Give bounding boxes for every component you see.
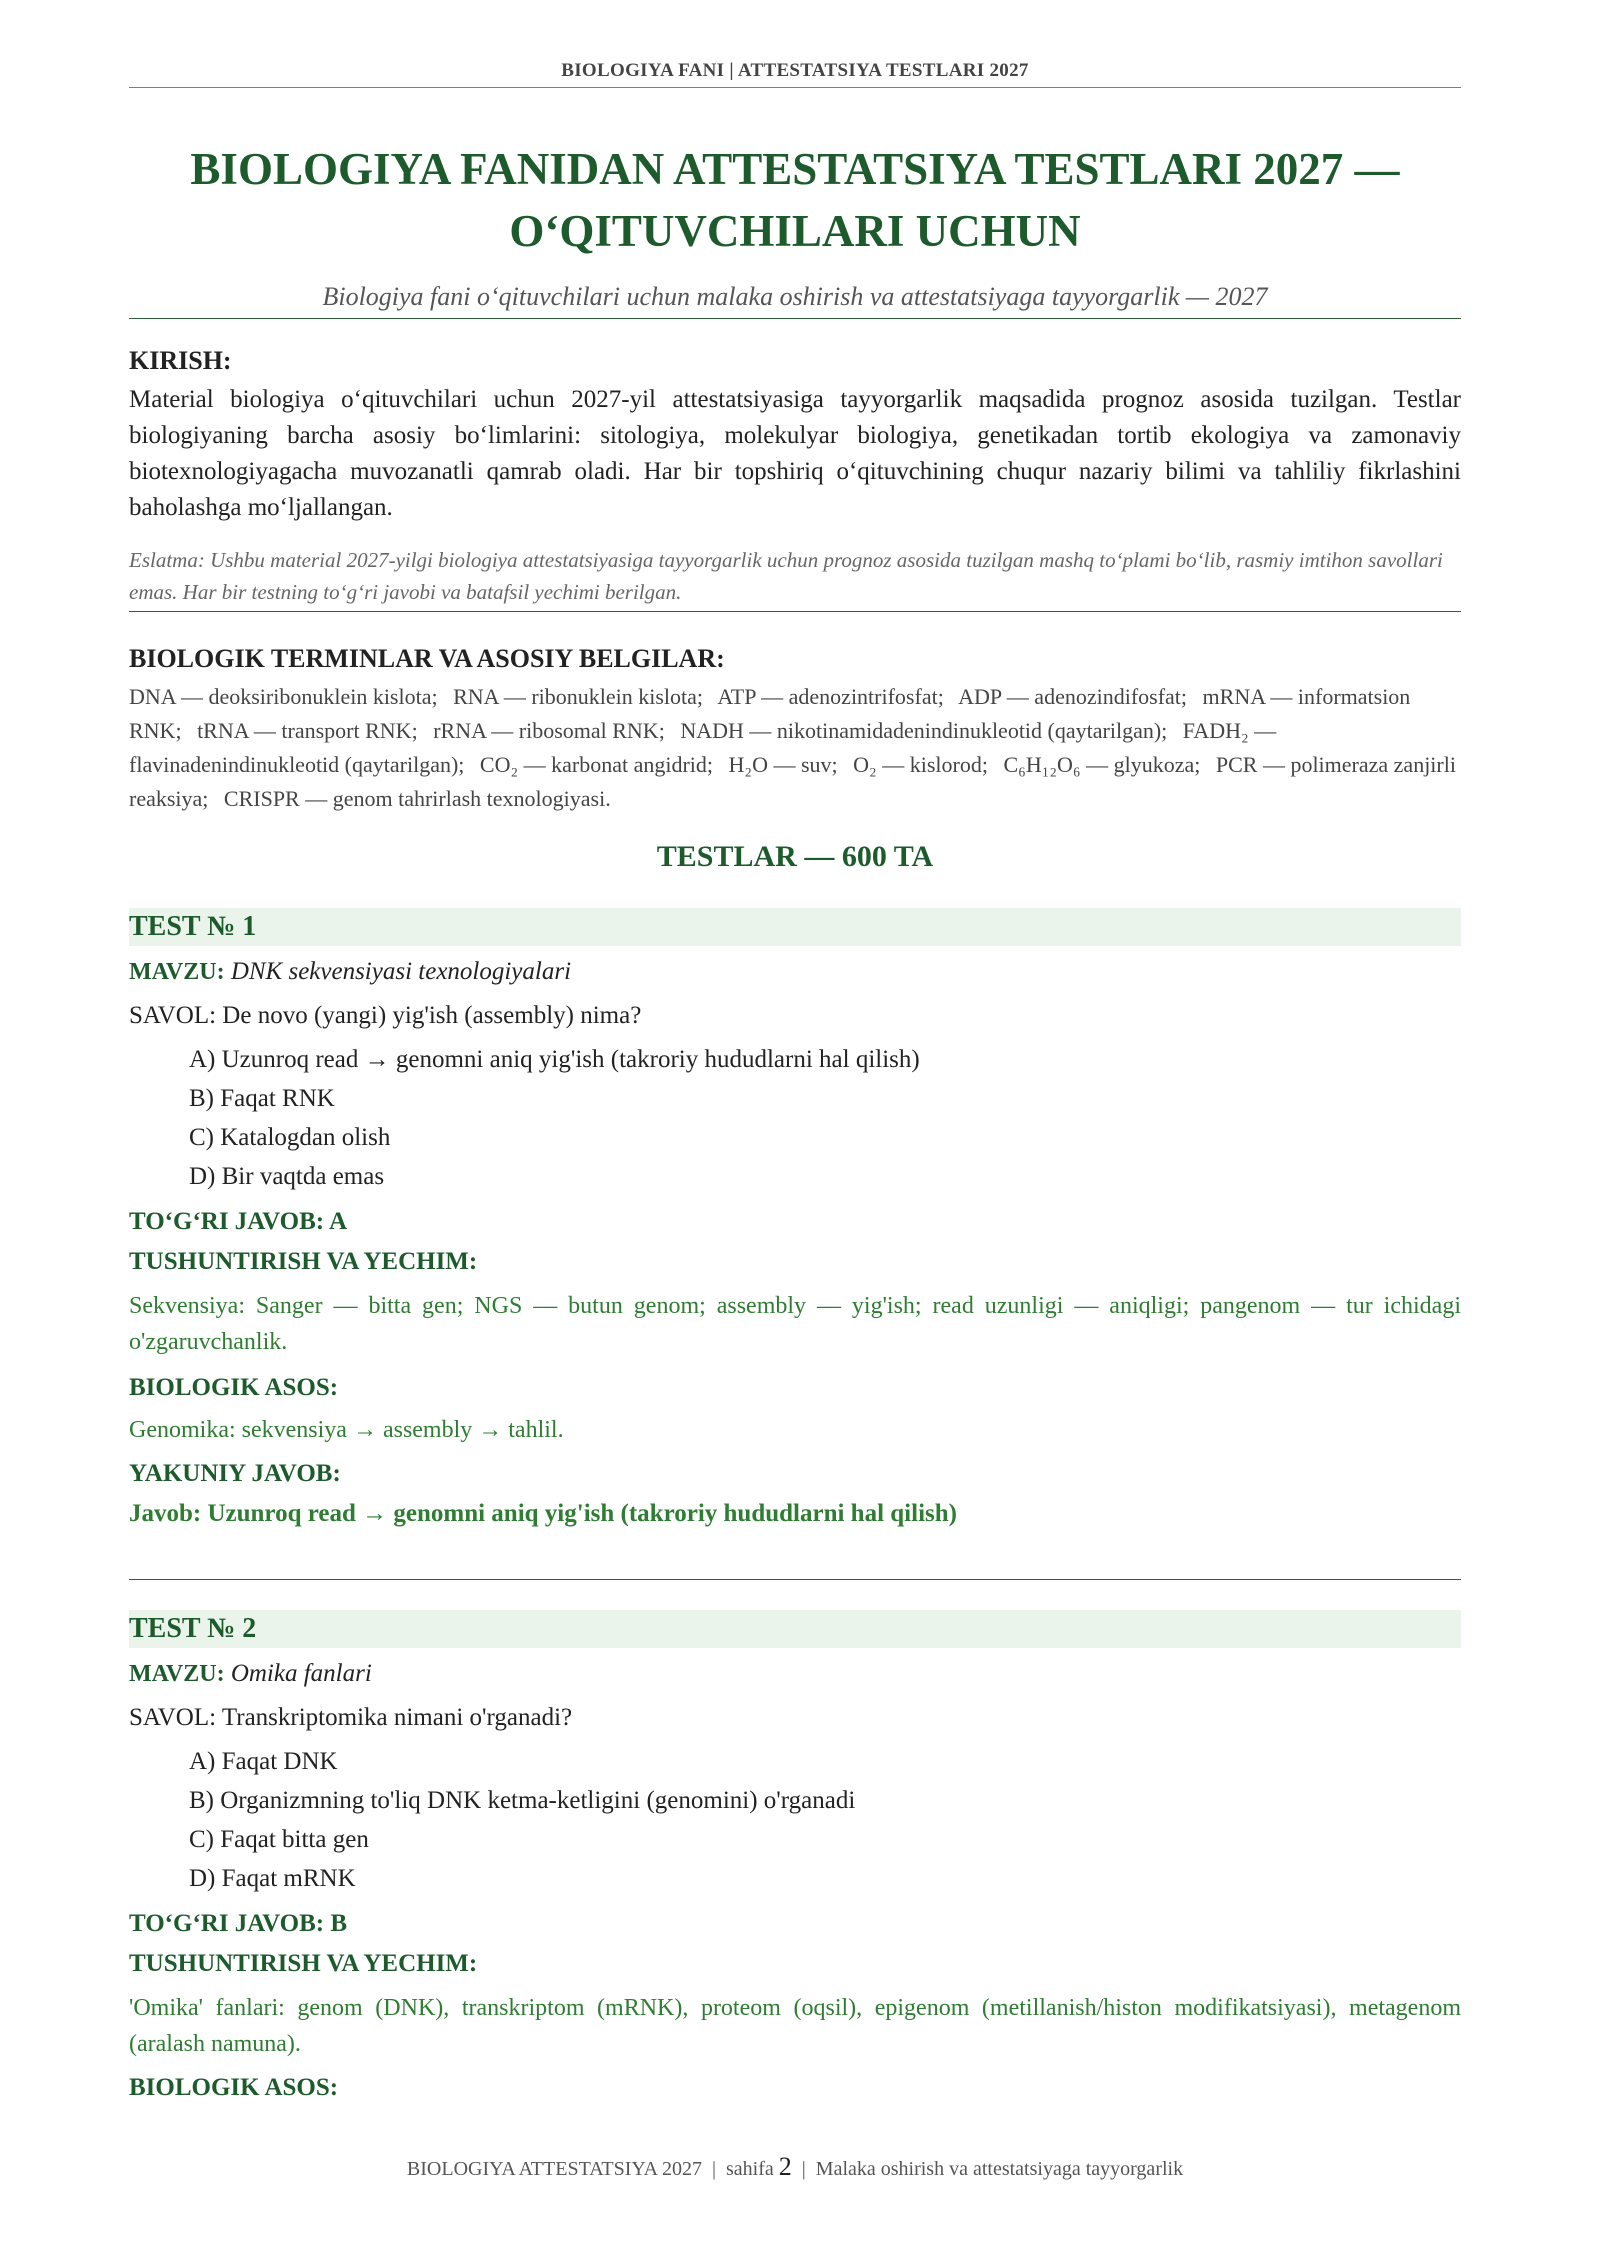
term-item: ADP — adenozindifosfat; <box>958 684 1188 709</box>
term-item: C₆H₁₂O₆ — glyukoza; <box>1003 752 1201 777</box>
title-line-2: O‘QITUVCHILARI UCHUN <box>509 206 1081 256</box>
option-d: D) Faqat mRNK <box>189 1865 356 1892</box>
topic-label: MAVZU: <box>129 1661 225 1687</box>
test-topic <box>129 958 571 986</box>
footer-separator: | <box>711 2158 716 2180</box>
explanation-heading: TUSHUNTIRISH VA YECHIM: <box>129 1248 478 1275</box>
note-rule <box>129 611 1461 612</box>
term-item: ATP — adenozintrifosfat; <box>717 684 944 709</box>
term-item: PCR — polimeraza zanjirli reaksiya; <box>129 752 1456 811</box>
term-item: CO₂ — karbonat angidrid; <box>479 752 714 777</box>
term-item: H₂O — suv; <box>728 752 838 777</box>
subtitle: Biologiya fani o‘qituvchilari uchun malaka oshirish va attestatsiyaga tayyorgarlik — 2027 <box>322 282 1268 311</box>
term-item: O₂ — kislorod; <box>853 752 988 777</box>
topic-value: Omika fanlari <box>230 1660 372 1687</box>
terms-heading: BIOLOGIK TERMINLAR VA ASOSIY BELGILAR: <box>129 644 725 673</box>
header-rule <box>129 87 1461 88</box>
title-rule <box>129 318 1461 319</box>
explanation-text: 'Omika' fanlari: genom (DNK), transkriptom (mRNK), proteom (oqsil), epigenom (metillanish/histon modifikatsiyasi), metagenom (aralash namuna). <box>129 1995 1461 2057</box>
tests-heading: TESTLAR — 600 TA <box>656 840 934 873</box>
page-footer <box>129 2152 1461 2182</box>
test-number: TEST № 1 <box>129 908 1461 946</box>
option-d: D) Bir vaqtda emas <box>189 1163 385 1190</box>
option-b: B) Organizmning to'liq DNK ketma-ketligini (genomini) o'rganadi <box>189 1787 856 1814</box>
footer-right: Malaka oshirish va attestatsiyaga tayyorgarlik <box>815 2158 1184 2180</box>
term-item: NADH — nikotinamidadenindinukleotid (qaytarilgan); <box>680 718 1168 743</box>
test-question: SAVOL: De novo (yangi) yig'ish (assembly) nima? <box>129 1002 642 1029</box>
basis-heading: BIOLOGIK ASOS: <box>129 2074 339 2101</box>
option-c: C) Katalogdan olish <box>189 1124 391 1151</box>
option-a: A) Uzunroq read → genomni aniq yig'ish (takroriy hududlarni hal qilish) <box>189 1046 920 1073</box>
test-block-1 <box>129 908 1461 1568</box>
basis-heading: BIOLOGIK ASOS: <box>129 1374 339 1401</box>
footer-left: BIOLOGIYA ATTESTATSIYA 2027 <box>406 2158 702 2180</box>
footer-separator: | <box>801 2158 806 2180</box>
term-item: rRNA — ribosomal RNK; <box>433 718 665 743</box>
explanation-text: Sekvensiya: Sanger — bitta gen; NGS — butun genom; assembly — yig'ish; read uzunligi — aniqligi; pangenom — tur ichidagi o'zgaruvchanlik. <box>129 1293 1461 1355</box>
running-header: BIOLOGIYA FANI | ATTESTATSIYA TESTLARI 2027 <box>561 60 1029 81</box>
footer-page-label: sahifa <box>726 2158 774 2180</box>
page-title <box>129 138 1461 262</box>
test-topic <box>129 1660 372 1688</box>
topic-value: DNK sekvensiyasi texnologiyalari <box>230 958 572 985</box>
terms-list <box>129 680 1461 816</box>
term-item: DNA — deoksiribonuklein kislota; <box>129 684 438 709</box>
option-a: A) Faqat DNK <box>189 1748 338 1775</box>
test-question: SAVOL: Transkriptomika nimani o'rganadi? <box>129 1704 573 1731</box>
basis-text: Genomika: sekvensiya → assembly → tahlil. <box>129 1417 564 1443</box>
test-number: TEST № 2 <box>129 1610 1461 1648</box>
test-separator <box>129 1579 1461 1580</box>
correct-answer: TO‘G‘RI JAVOB: A <box>129 1208 348 1235</box>
title-line-1: BIOLOGIYA FANIDAN ATTESTATSIYA TESTLARI 2027 — <box>190 144 1400 194</box>
intro-note: Eslatma: Ushbu material 2027-yilgi biologiya attestatsiyasiga tayyorgarlik uchun prognoz asosida tuzilgan mashq to‘plami bo‘lib, rasmiy imtihon savollari emas. Har bir testning to‘g‘ri javobi va batafsil yechimi berilgan. <box>129 548 1443 604</box>
final-answer: Javob: Uzunroq read → genomni aniq yig'ish (takroriy hududlarni hal qilish) <box>129 1500 957 1527</box>
option-c: C) Faqat bitta gen <box>189 1826 369 1853</box>
explanation-heading: TUSHUNTIRISH VA YECHIM: <box>129 1950 478 1977</box>
topic-label: MAVZU: <box>129 959 225 985</box>
term-item: CRISPR — genom tahrirlash texnologiyasi. <box>223 786 611 811</box>
page-number: 2 <box>778 2152 792 2181</box>
option-b: B) Faqat RNK <box>189 1085 335 1112</box>
term-item: FADH₂ — flavinadenindinukleotid (qaytarilgan); <box>129 718 1277 777</box>
correct-answer: TO‘G‘RI JAVOB: B <box>129 1910 348 1937</box>
term-item: tRNA — transport RNK; <box>197 718 418 743</box>
intro-text: Material biologiya o‘qituvchilari uchun 2027-yil attestatsiyasiga tayyorgarlik maqsadida prognoz asosida tuzilgan. Testlar biologiyaning barcha asosiy bo‘limlarini: sitologiya, molekulyar biologiya, genetikadan tortib ekologiya va zamonaviy biotexnologiyagacha muvozanatli qamrab oladi. Har bir topshiriq o‘qituvchining chuqur nazariy bilimi va tahliliy fikrlashini baholashga mo‘ljallangan. <box>129 386 1461 521</box>
term-item: mRNA — informatsion RNK; <box>129 684 1411 743</box>
intro-heading: KIRISH: <box>129 346 232 375</box>
term-item: RNA — ribonuklein kislota; <box>453 684 704 709</box>
test-block-2 <box>129 1610 1461 2110</box>
final-heading: YAKUNIY JAVOB: <box>129 1460 341 1487</box>
